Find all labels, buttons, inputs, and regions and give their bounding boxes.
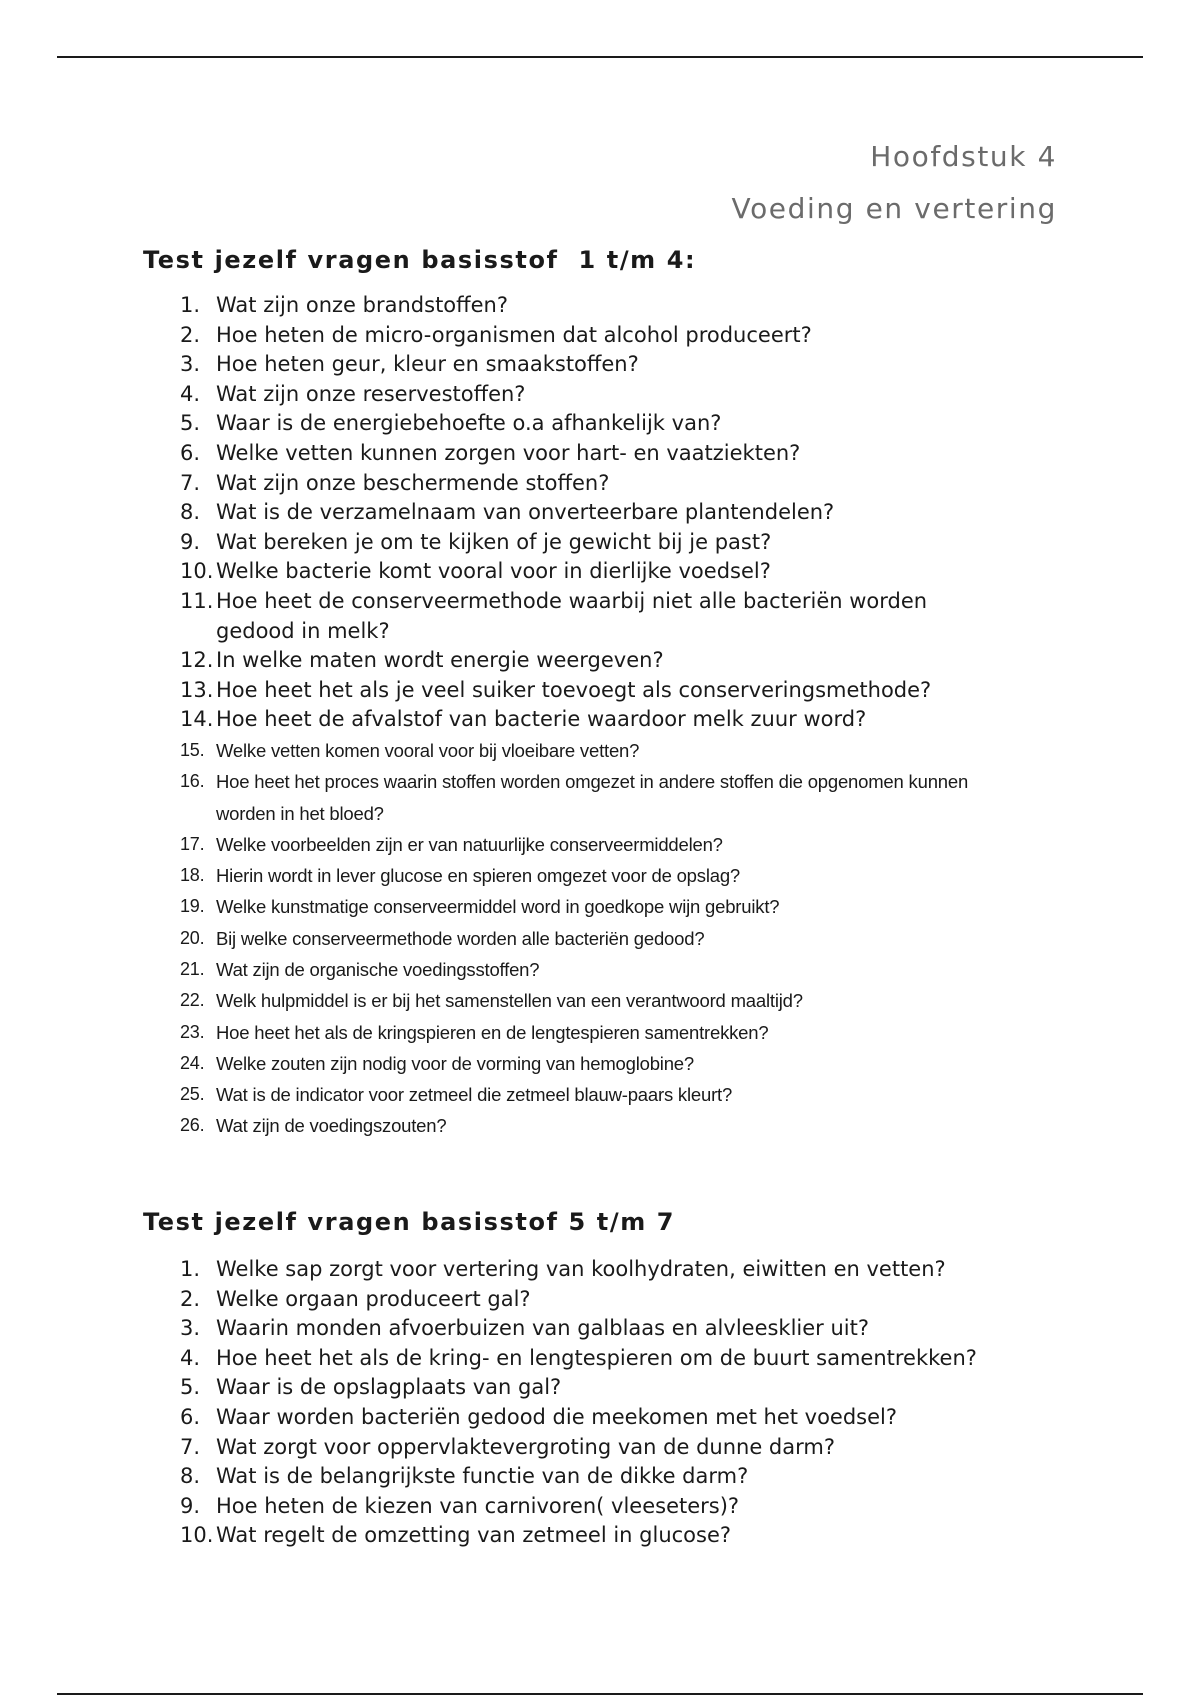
question-number: 1. xyxy=(180,1257,201,1281)
question-number: 9. xyxy=(180,529,201,554)
question-text: Hoe heten de kiezen van carnivoren( vleeseters)? xyxy=(216,1493,740,1518)
question-number: 7. xyxy=(180,1434,201,1459)
question-text: Welke vetten kunnen zorgen voor hart- en vaatziekten? xyxy=(216,440,801,465)
question-text: Hoe heet de afvalstof van bacterie waardoor melk zuur word? xyxy=(216,707,867,732)
question-text: Wat zijn onze reservestoffen? xyxy=(216,381,526,406)
question-item xyxy=(0,860,1200,891)
question-item xyxy=(0,923,1200,954)
question-text: Welke zouten zijn nodig voor de vorming van hemoglobine? xyxy=(216,1052,694,1074)
question-item xyxy=(0,321,1200,351)
question-item xyxy=(0,557,1200,587)
question-text: Hoe heet het proces waarin stoffen worden omgezet in andere stoffen die opgenomen kunnen worden in het bloed? xyxy=(216,771,969,824)
question-item xyxy=(0,291,1200,321)
question-number: 21. xyxy=(180,958,205,979)
question-item xyxy=(0,766,1200,829)
question-number: 1. xyxy=(180,293,201,317)
question-number: 2. xyxy=(180,1286,201,1311)
question-number: 22. xyxy=(180,990,205,1011)
question-text: Welke bacterie komt vooral voor in dierlijke voedsel? xyxy=(216,559,771,584)
question-item xyxy=(0,1462,1200,1492)
section-2-question-list xyxy=(0,1255,1200,1551)
question-number: 5. xyxy=(180,1375,201,1400)
question-item xyxy=(0,891,1200,922)
question-text: Hoe heten geur, kleur en smaakstoffen? xyxy=(216,352,639,377)
question-text: Wat regelt de omzetting van zetmeel in glucose? xyxy=(216,1523,732,1548)
question-text: Wat is de belangrijkste functie van de dikke darm? xyxy=(216,1464,749,1489)
question-number: 11. xyxy=(180,588,214,613)
question-item xyxy=(0,380,1200,410)
question-item xyxy=(0,985,1200,1016)
question-number: 25. xyxy=(180,1084,205,1105)
section-1-title: Test jezelf vragen basisstof 1 t/m 4: xyxy=(143,246,697,274)
question-item xyxy=(0,498,1200,528)
question-item xyxy=(0,1403,1200,1433)
question-number: 24. xyxy=(180,1052,205,1073)
question-item xyxy=(0,1521,1200,1551)
question-item xyxy=(0,1373,1200,1403)
question-item xyxy=(0,1344,1200,1374)
question-number: 10. xyxy=(180,1523,214,1548)
question-item xyxy=(0,735,1200,766)
question-text: Wat is de verzamelnaam van onverteerbare plantendelen? xyxy=(216,500,835,525)
question-text: Wat is de indicator voor zetmeel die zetmeel blauw-paars kleurt? xyxy=(216,1084,733,1106)
question-item xyxy=(0,676,1200,706)
question-text: Welk hulpmiddel is er bij het samenstellen van een verantwoord maaltijd? xyxy=(216,990,803,1012)
question-item xyxy=(0,1110,1200,1141)
question-number: 17. xyxy=(180,833,205,854)
question-text: Welke voorbeelden zijn er van natuurlijke conserveermiddelen? xyxy=(216,833,723,855)
chapter-number: Hoofdstuk 4 xyxy=(870,140,1057,173)
question-number: 8. xyxy=(180,1464,201,1489)
question-text: Waar worden bacteriën gedood die meekomen met het voedsel? xyxy=(216,1404,898,1429)
question-item xyxy=(0,1079,1200,1110)
question-text: Wat zijn onze brandstoffen? xyxy=(216,293,508,317)
question-number: 12. xyxy=(180,648,214,673)
question-number: 23. xyxy=(180,1021,205,1042)
question-text: Hoe heet de conserveermethode waarbij niet alle bacteriën worden gedood in melk? xyxy=(216,588,928,643)
question-item xyxy=(0,1285,1200,1315)
question-item xyxy=(0,439,1200,469)
question-number: 3. xyxy=(180,1316,201,1341)
question-number: 14. xyxy=(180,707,214,732)
question-item xyxy=(0,1492,1200,1522)
question-item xyxy=(0,1314,1200,1344)
question-number: 8. xyxy=(180,500,201,525)
question-item xyxy=(0,646,1200,676)
question-text: Hoe heten de micro-organismen dat alcohol produceert? xyxy=(216,322,812,347)
bottom-rule xyxy=(57,1693,1143,1695)
question-number: 4. xyxy=(180,1345,201,1370)
question-number: 15. xyxy=(180,739,205,760)
question-text: Waarin monden afvoerbuizen van galblaas en alvleesklier uit? xyxy=(216,1316,870,1341)
question-number: 13. xyxy=(180,677,214,702)
question-number: 6. xyxy=(180,1404,201,1429)
question-item xyxy=(0,954,1200,985)
question-number: 2. xyxy=(180,322,201,347)
question-number: 10. xyxy=(180,559,214,584)
question-text: Wat zijn onze beschermende stoffen? xyxy=(216,470,610,495)
question-text: Welke orgaan produceert gal? xyxy=(216,1286,531,1311)
question-text: Welke vetten komen vooral voor bij vloeibare vetten? xyxy=(216,739,640,761)
question-text: Wat bereken je om te kijken of je gewicht bij je past? xyxy=(216,529,772,554)
question-text: Waar is de energiebehoefte o.a afhankelijk van? xyxy=(216,411,722,436)
question-item xyxy=(0,350,1200,380)
question-number: 26. xyxy=(180,1115,205,1136)
question-text: Wat zijn de organische voedingsstoffen? xyxy=(216,958,540,980)
question-text: Wat zijn de voedingszouten? xyxy=(216,1115,447,1137)
question-item xyxy=(0,409,1200,439)
question-item xyxy=(0,1048,1200,1079)
question-number: 5. xyxy=(180,411,201,436)
question-text: Hoe heet het als je veel suiker toevoegt als conserveringsmethode? xyxy=(216,677,932,702)
question-item xyxy=(0,1017,1200,1048)
question-number: 4. xyxy=(180,381,201,406)
question-text: Welke sap zorgt voor vertering van koolhydraten, eiwitten en vetten? xyxy=(216,1257,946,1281)
question-number: 3. xyxy=(180,352,201,377)
question-number: 16. xyxy=(180,771,205,792)
section-2-title: Test jezelf vragen basisstof 5 t/m 7 xyxy=(143,1208,676,1236)
question-text: Hoe heet het als de kringspieren en de lengtespieren samentrekken? xyxy=(216,1021,769,1043)
question-item xyxy=(0,705,1200,735)
question-item xyxy=(0,829,1200,860)
question-number: 6. xyxy=(180,440,201,465)
question-text: Hoe heet het als de kring- en lengtespieren om de buurt samentrekken? xyxy=(216,1345,977,1370)
question-text: Bij welke conserveermethode worden alle bacteriën gedood? xyxy=(216,927,705,949)
question-text: In welke maten wordt energie weergeven? xyxy=(216,648,664,673)
question-number: 19. xyxy=(180,896,205,917)
question-text: Hierin wordt in lever glucose en spieren omgezet voor de opslag? xyxy=(216,865,740,887)
question-text: Welke kunstmatige conserveermiddel word in goedkope wijn gebruikt? xyxy=(216,896,780,918)
question-item xyxy=(0,528,1200,558)
question-item xyxy=(0,469,1200,499)
section-1-question-list xyxy=(0,291,1200,1142)
question-item xyxy=(0,1433,1200,1463)
chapter-title: Voeding en vertering xyxy=(731,192,1057,225)
top-rule xyxy=(57,56,1143,58)
question-number: 9. xyxy=(180,1493,201,1518)
question-item xyxy=(0,587,1200,646)
question-number: 7. xyxy=(180,470,201,495)
question-number: 20. xyxy=(180,927,205,948)
question-text: Wat zorgt voor oppervlaktevergroting van de dunne darm? xyxy=(216,1434,835,1459)
question-number: 18. xyxy=(180,865,205,886)
question-text: Waar is de opslagplaats van gal? xyxy=(216,1375,562,1400)
question-item xyxy=(0,1255,1200,1285)
